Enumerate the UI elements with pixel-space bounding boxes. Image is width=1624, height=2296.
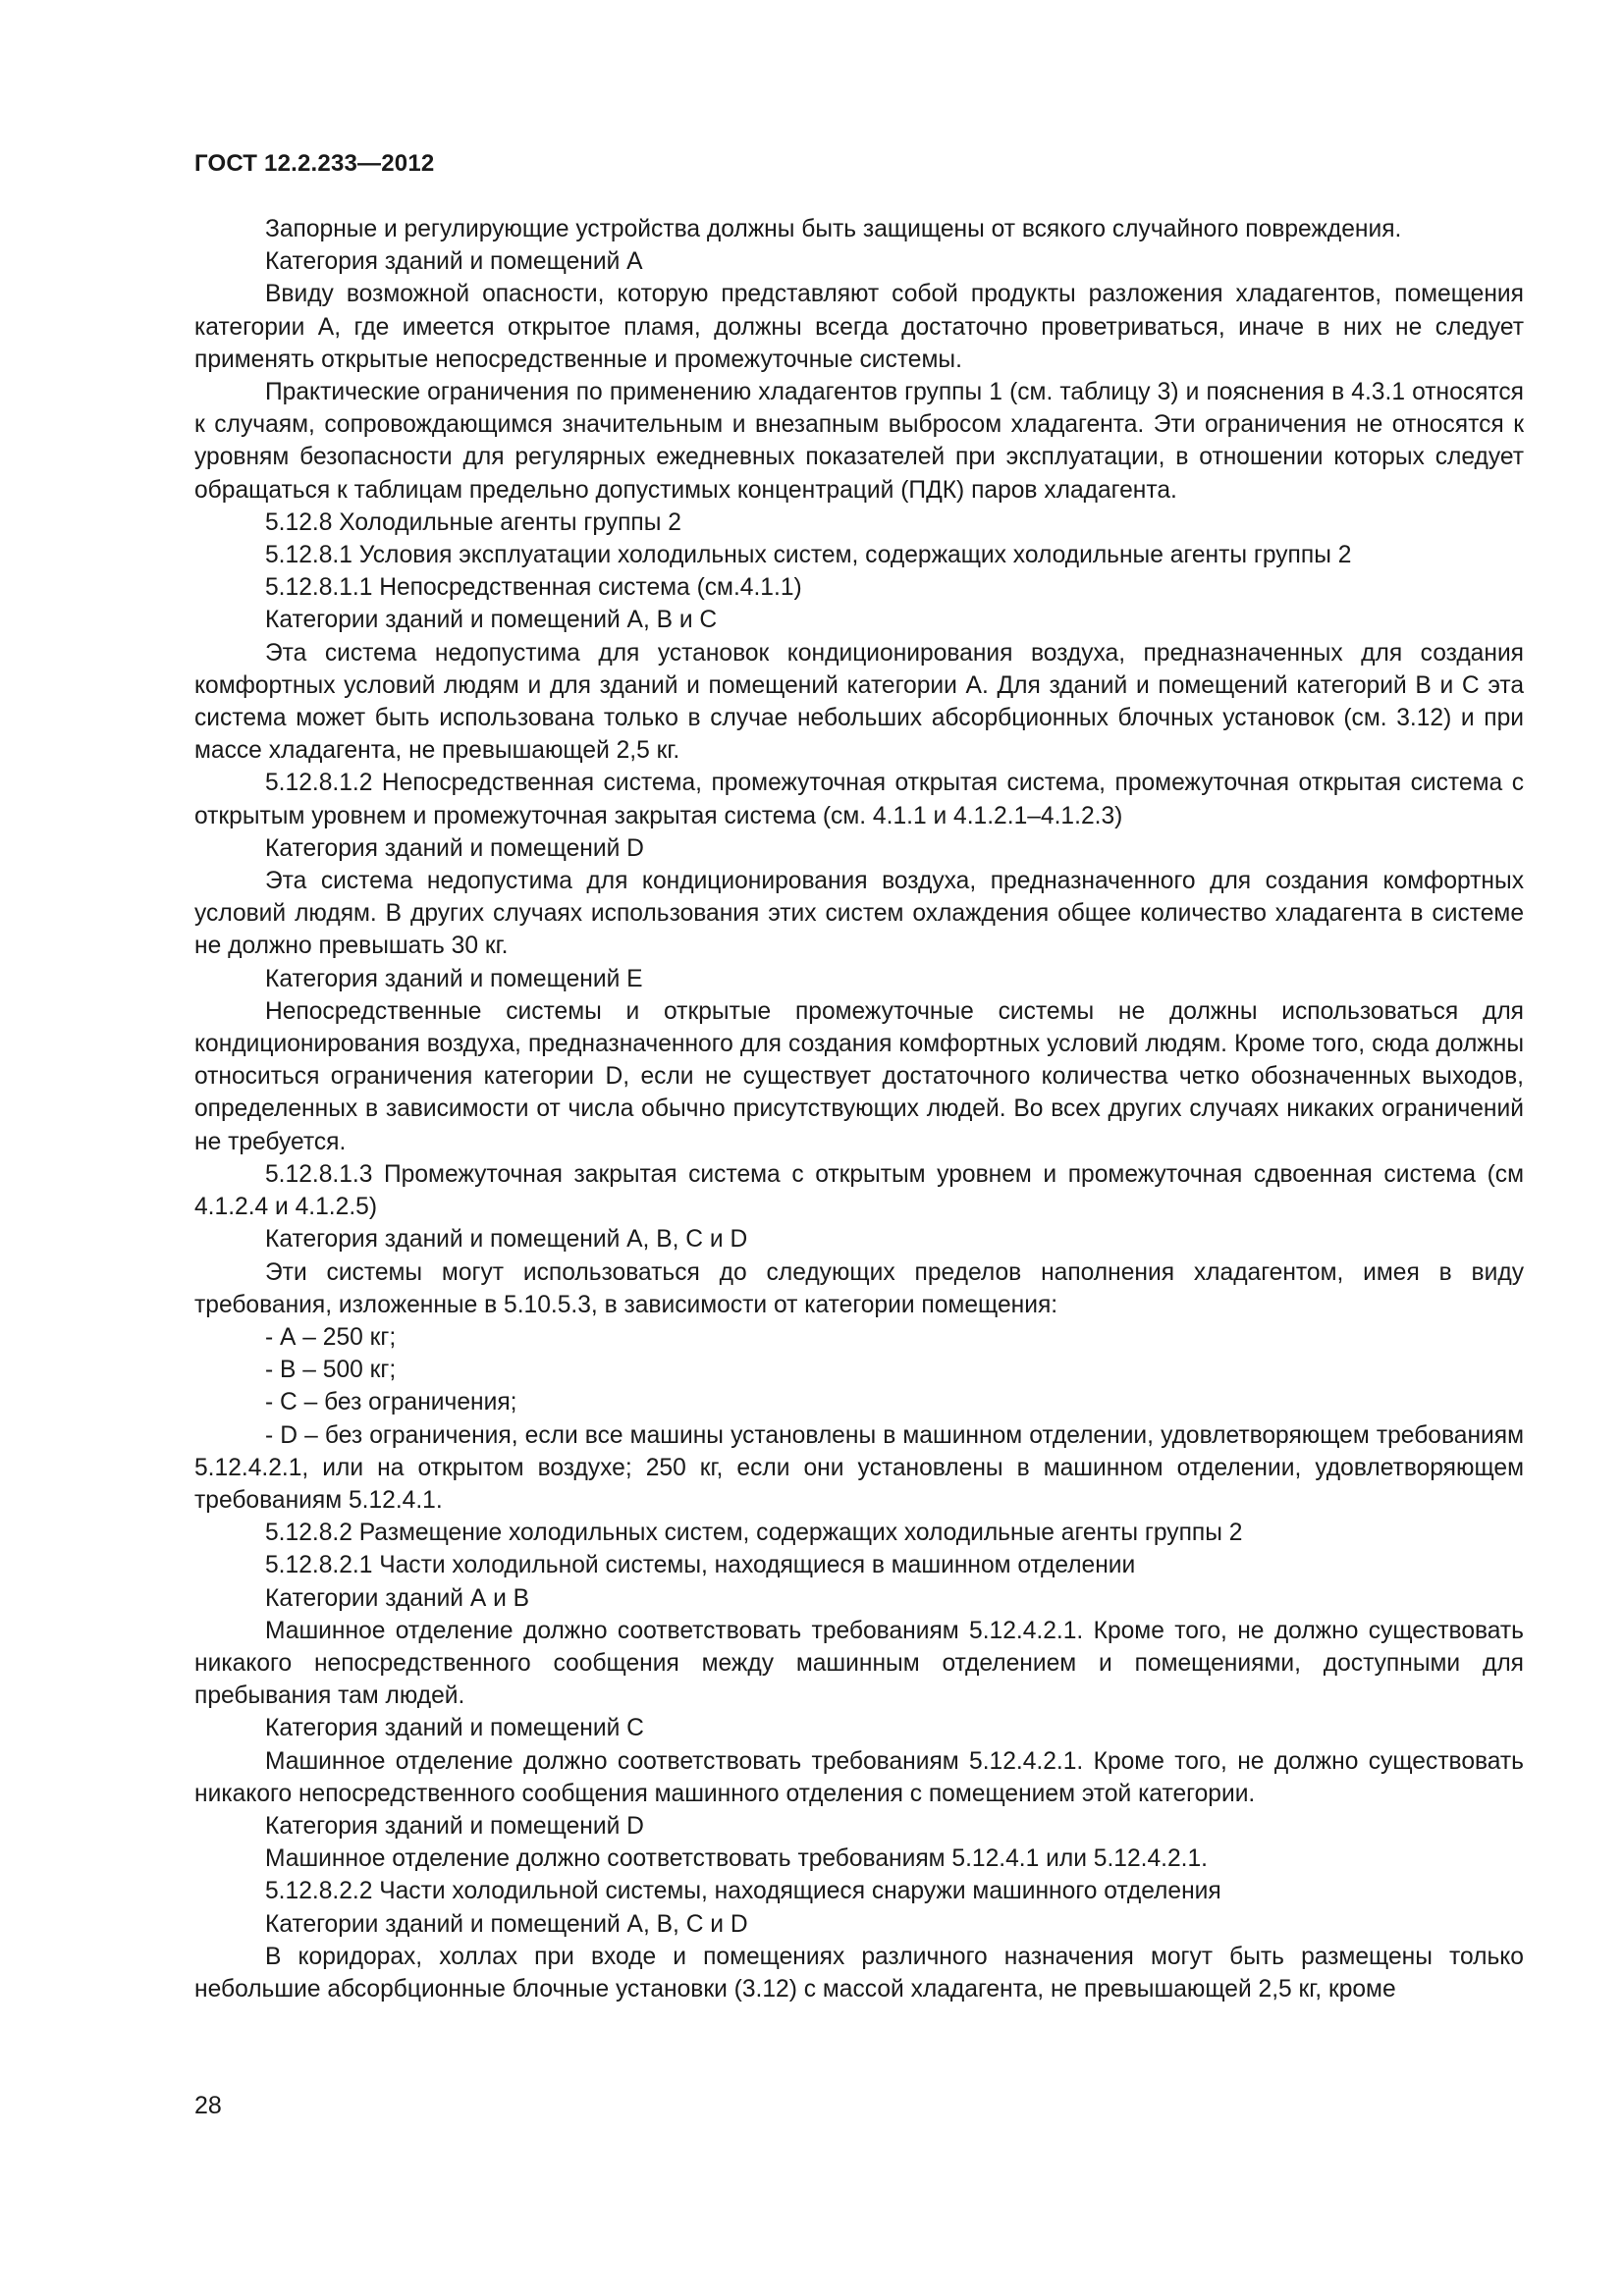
paragraph: Машинное отделение должно соответствовать требованиям 5.12.4.2.1. Кроме того, не должно существовать никакого непосредственного сообщения между машинным отделением и помещениями, доступными для пребывания там людей.	[194, 1617, 1524, 1710]
paragraph: Категории зданий и помещений А, В, С и D	[265, 1910, 748, 1938]
paragraph: Категория зданий и помещений D	[265, 834, 644, 862]
paragraph: Запорные и регулирующие устройства должны быть защищены от всякого случайного повреждения.	[265, 216, 1402, 242]
section-heading: 5.12.8.1 Условия эксплуатации холодильных систем, содержащих холодильные агенты группы 2	[265, 542, 1352, 569]
document-header: ГОСТ 12.2.233—2012	[194, 150, 435, 177]
paragraph: Категория зданий и помещений А	[265, 248, 643, 276]
section-heading: 5.12.8.2 Размещение холодильных систем, содержащих холодильные агенты группы 2	[265, 1520, 1243, 1547]
list-item: - С – без ограничения;	[265, 1389, 517, 1416]
page-number: 28	[194, 2092, 222, 2119]
section-heading: 5.12.8.1.2 Непосредственная система, промежуточная открытая система, промежуточная открытая система с открытым уровнем и промежуточная закрытая система (см. 4.1.1 и 4.1.2.1–4.1.2.3)	[194, 770, 1524, 829]
section-heading: 5.12.8.2.2 Части холодильной системы, находящиеся снаружи машинного отделения	[265, 1878, 1221, 1905]
paragraph: Категория зданий и помещений А, В, С и D	[265, 1226, 748, 1254]
section-heading: 5.12.8.2.1 Части холодильной системы, находящиеся в машинном отделении	[265, 1552, 1136, 1579]
paragraph: Машинное отделение должно соответствовать требованиям 5.12.4.2.1. Кроме того, не должно существовать никакого непосредственного сообщения машинного отделения с помещением этой категории.	[194, 1747, 1524, 1807]
section-heading: 5.12.8.1.1 Непосредственная система (см.4.1.1)	[265, 574, 802, 602]
paragraph: Категория зданий и помещений С	[265, 1715, 644, 1742]
list-item: - D – без ограничения, если все машины установлены в машинном отделении, удовлетворяющем требованиям 5.12.4.2.1, или на открытом воздухе; 250 кг, если они установлены в машинном отделении, удовлетворяющем требованиям 5.12.4.1.	[194, 1421, 1524, 1514]
body-text	[194, 213, 1524, 2005]
section-heading: 5.12.8.1.3 Промежуточная закрытая система с открытым уровнем и промежуточная сдвоенная система (см 4.1.2.4 и 4.1.2.5)	[194, 1160, 1524, 1221]
paragraph: Категории зданий и помещений А, В и С	[265, 607, 718, 634]
paragraph: Категории зданий А и В	[265, 1584, 530, 1612]
section-heading: 5.12.8 Холодильные агенты группы 2	[265, 508, 681, 536]
paragraph: Эти системы могут использоваться до следующих пределов наполнения хладагентом, имея в виду требования, изложенные в 5.10.5.3, в зависимости от категории помещения:	[194, 1258, 1524, 1318]
paragraph: Категория зданий и помещений D	[265, 1812, 644, 1840]
paragraph: Эта система недопустима для кондиционирования воздуха, предназначенного для создания комфортных условий людям. В других случаях использования этих систем охлаждения общее количество хладагента в системе не должно превышать 30 кг.	[194, 868, 1524, 960]
paragraph: Эта система недопустима для установок кондиционирования воздуха, предназначенных для создания комфортных условий людям и для зданий и помещений категории А. Для зданий и помещений категорий В и С эта система может быть использована только в случае небольших абсорбционных блочных установок (см. 3.12) и при массе хладагента, не превышающей 2,5 кг.	[194, 639, 1524, 765]
paragraph: Категория зданий и помещений Е	[265, 965, 643, 992]
paragraph: В коридорах, холлах при входе и помещениях различного назначения могут быть размещены только небольшие абсорбционные блочные установки (3.12) с массой хладагента, не превышающей 2,5 кг, кроме	[194, 1943, 1524, 2002]
paragraph: Непосредственные системы и открытые промежуточные системы не должны использоваться для кондиционирования воздуха, предназначенного для создания комфортных условий людям. Кроме того, сюда должны относиться ограничения категории D, если не существует достаточного количества четко обозначенных выходов, определенных в зависимости от числа обычно присутствующих людей. Во всех других случаях никаких ограничений не требуется.	[194, 997, 1524, 1155]
list-item: - В – 500 кг;	[265, 1357, 397, 1384]
list-item: - А – 250 кг;	[265, 1323, 397, 1351]
paragraph: Практические ограничения по применению хладагентов группы 1 (см. таблицу 3) и пояснения в 4.3.1 относятся к случаям, сопровождающимся значительным и внезапным выбросом хладагента. Эти ограничения не относятся к уровням безопасности для регулярных ежедневных показателей при эксплуатации, в отношении которых следует обращаться к таблицам предельно допустимых концентраций (ПДК) паров хладагента.	[194, 379, 1524, 504]
paragraph: Машинное отделение должно соответствовать требованиям 5.12.4.1 или 5.12.4.2.1.	[265, 1845, 1209, 1873]
paragraph: Ввиду возможной опасности, которую представляют собой продукты разложения хладагентов, помещения категории А, где имеется открытое пламя, должны всегда достаточно проветриваться, иначе в них не следует применять открытые непосредственные и промежуточные системы.	[194, 281, 1524, 373]
